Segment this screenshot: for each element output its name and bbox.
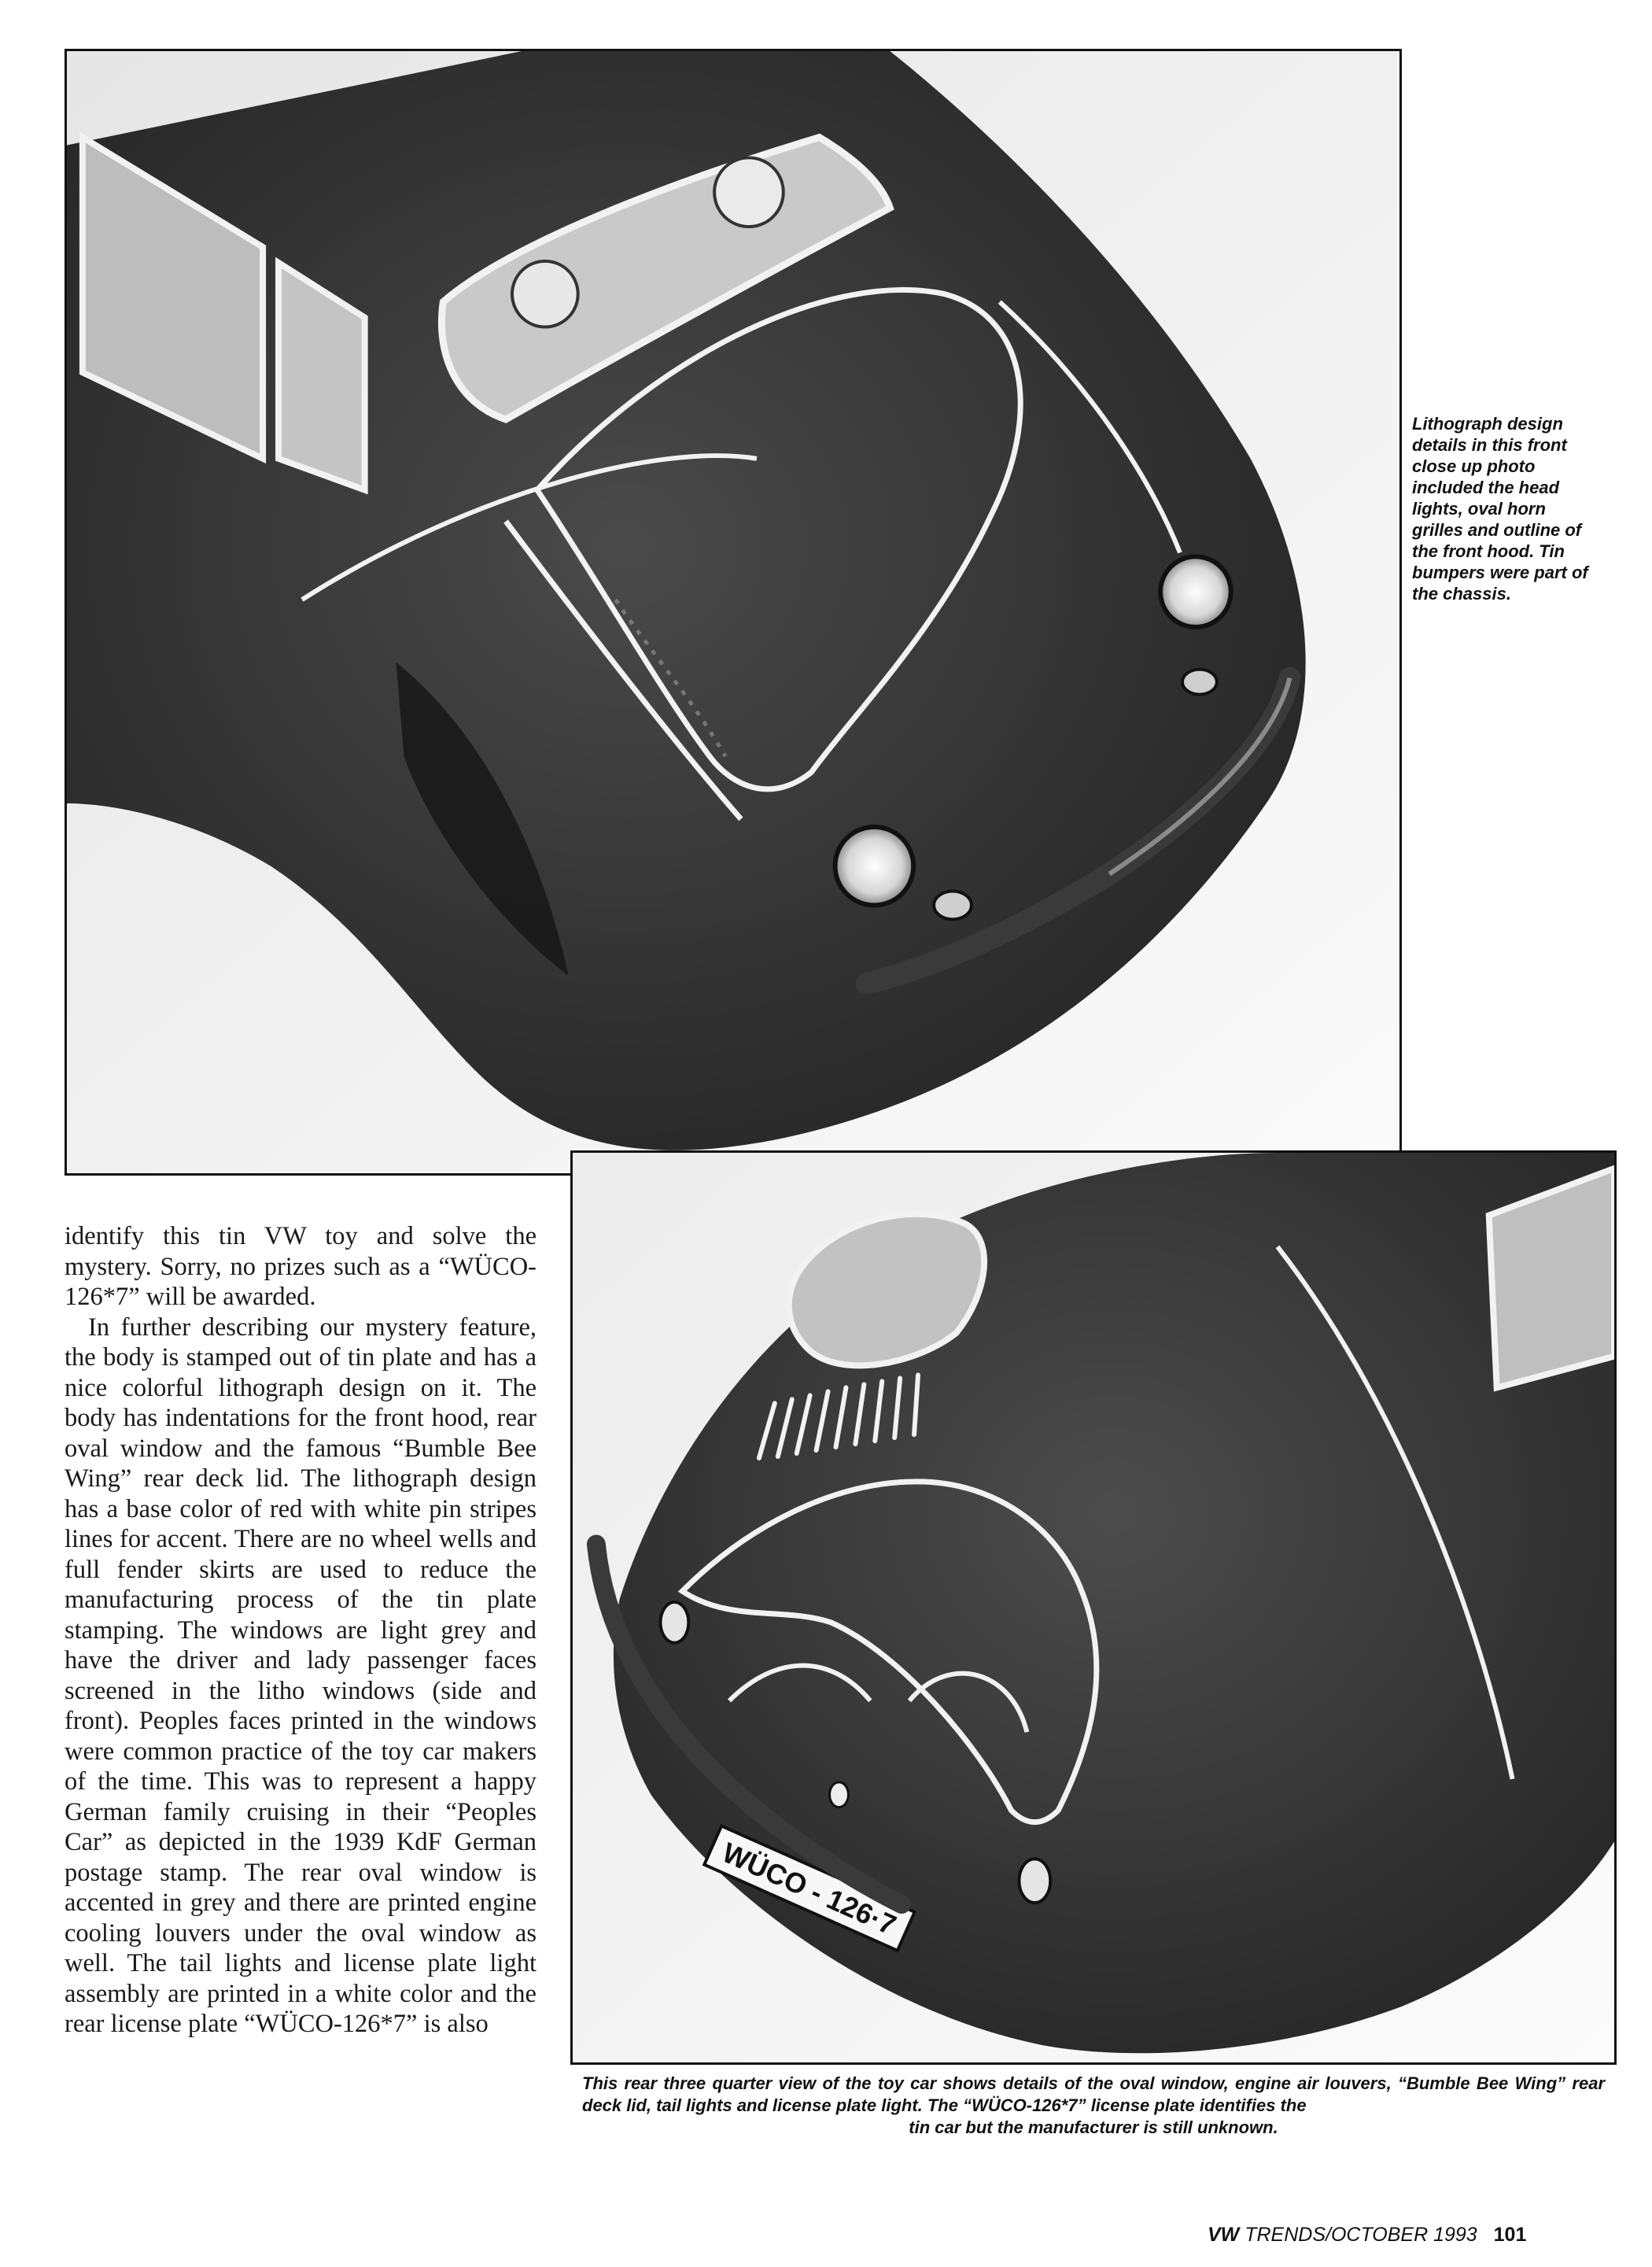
front-car-illustration bbox=[67, 51, 1399, 1173]
license-plate-text: WÜCO - 126·7 bbox=[717, 1837, 901, 1941]
passenger-face bbox=[512, 261, 578, 327]
license-plate-light bbox=[830, 1782, 849, 1807]
headlight-right bbox=[1160, 556, 1231, 627]
horn-grille-left bbox=[934, 892, 972, 920]
folio-publication: TRENDS/OCTOBER 1993 bbox=[1245, 2224, 1477, 2246]
folio-brand: VW bbox=[1208, 2224, 1240, 2246]
article-paragraph: identify this tin VW toy and solve the mystery. Sorry, no prizes such as a “WÜCO-126*7” will be awarded. bbox=[65, 1222, 537, 1311]
driver-face bbox=[714, 157, 784, 227]
rear-photo-caption-main: This rear three quarter view of the toy car shows details of the oval window, engine air louvers, “Bumble Bee Wing” rear deck lid, tail lights and license plate light. The “WÜCO-126*7” license plate identifies the bbox=[582, 2073, 1605, 2115]
front-photo-caption: Lithograph design details in this front close up photo included the head lights, oval horn grilles and outline of the front hood. Tin bumpers were part of the chassis. bbox=[1412, 414, 1588, 604]
article-body bbox=[65, 1221, 537, 2040]
tail-light-right bbox=[1019, 1859, 1050, 1903]
page-folio bbox=[1208, 2224, 1526, 2247]
rear-photo-caption bbox=[582, 2073, 1605, 2139]
horn-grille-right bbox=[1182, 670, 1217, 695]
headlight-left bbox=[835, 827, 914, 906]
page-number: 101 bbox=[1493, 2224, 1527, 2246]
rear-car-illustration bbox=[573, 1153, 1614, 2062]
article-paragraph: In further describing our mystery feature, the body is stamped out of tin plate and has a nice colorful lithograph design on it. The body has indentations for the front hood, rear oval window and the famous “Bumble Bee Wing” rear deck lid. The lithograph design has a base color of red with white pin stripes lines for accent. There are no wheel wells and full fender skirts are used to reduce the manufacturing process of the tin plate stamping. The windows are light grey and have the driver and lady passenger faces screened in the litho windows (side and front). Peoples faces printed in the windows were common practice of the toy car makers of the time. This was to represent a happy German family cruising in their “Peoples Car” as depicted in the 1939 KdF German postage stamp. The rear oval window is accented in grey and there are printed engine cooling louvers under the oval window as well. The tail lights and license plate light assembly are printed in a white color and the rear license plate “WÜCO-126*7” is also bbox=[65, 1313, 537, 2038]
tail-light-left bbox=[660, 1602, 688, 1643]
rear-photo-caption-last: tin car but the manufacturer is still unknown. bbox=[909, 2117, 1278, 2137]
photo-rear-view bbox=[570, 1150, 1617, 2065]
photo-front-view bbox=[65, 49, 1402, 1176]
